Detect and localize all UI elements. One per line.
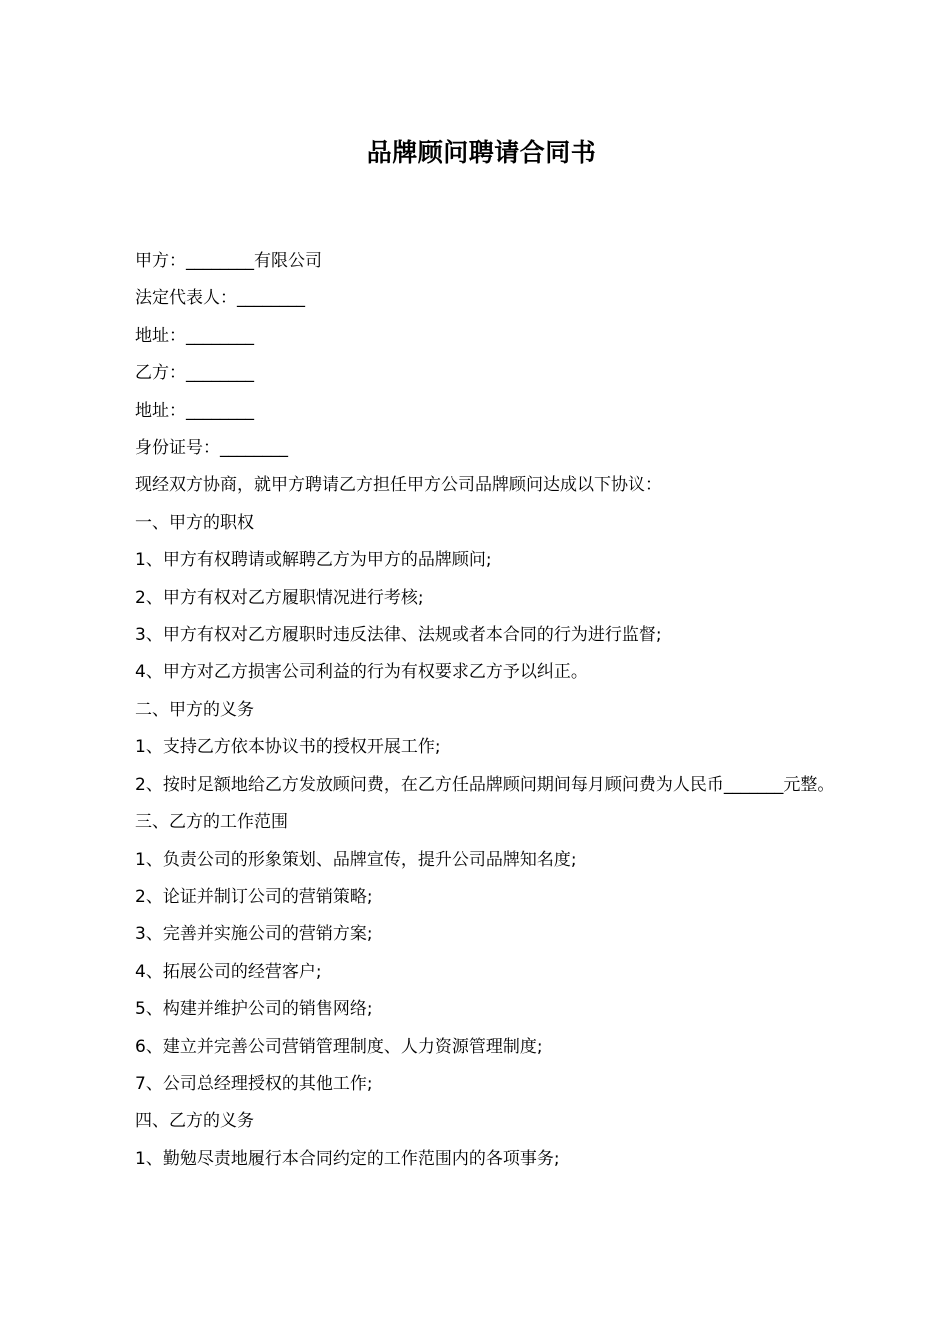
party-a-line: 甲方：________有限公司 [135, 251, 322, 271]
clause-item: 1、负责公司的形象策划、品牌宣传，提升公司品牌知名度; [135, 849, 577, 870]
clause-item: 1、甲方有权聘请或解聘乙方为甲方的品牌顾问; [135, 550, 492, 571]
clause-item: 2、论证并制订公司的营销策略; [135, 886, 373, 907]
section-heading: 四、乙方的义务 [135, 1111, 254, 1132]
clause-item-fee: 2、按时足额地给乙方发放顾问费，在乙方任品牌顾问期间每月顾问费为人民币_______元整。 [135, 774, 835, 795]
section-heading: 二、甲方的义务 [135, 699, 254, 720]
clause-item: 3、甲方有权对乙方履职时违反法律、法规或者本合同的行为进行监督; [135, 625, 662, 646]
clause-item: 4、拓展公司的经营客户; [135, 961, 322, 982]
document-body [116, 243, 840, 1178]
id-number-line: 身份证号：________ [135, 438, 288, 459]
clause-item: 7、公司总经理授权的其他工作; [135, 1073, 373, 1094]
clause-item: 5、构建并维护公司的销售网络; [135, 999, 373, 1020]
legal-representative-line: 法定代表人：________ [135, 288, 305, 309]
section-heading: 一、甲方的职权 [135, 512, 254, 533]
section-heading: 三、乙方的工作范围 [135, 812, 288, 833]
preamble-paragraph: 现经双方协商，就甲方聘请乙方担任甲方公司品牌顾问达成以下协议： [135, 475, 662, 496]
party-a-address-line: 地址：________ [135, 325, 254, 346]
clause-item: 3、完善并实施公司的营销方案; [135, 924, 373, 945]
party-b-line: 乙方：________ [135, 363, 254, 384]
clause-item: 6、建立并完善公司营销管理制度、人力资源管理制度; [135, 1036, 543, 1057]
clause-item: 1、支持乙方依本协议书的授权开展工作; [135, 737, 441, 758]
document-title: 品牌顾问聘请合同书 [366, 138, 597, 167]
party-b-address-line: 地址：________ [135, 400, 254, 421]
clause-item: 4、甲方对乙方损害公司利益的行为有权要求乙方予以纠正。 [135, 662, 588, 683]
clause-item: 1、勤勉尽责地履行本合同约定的工作范围内的各项事务; [135, 1148, 560, 1169]
clause-item: 2、甲方有权对乙方履职情况进行考核; [135, 587, 424, 608]
